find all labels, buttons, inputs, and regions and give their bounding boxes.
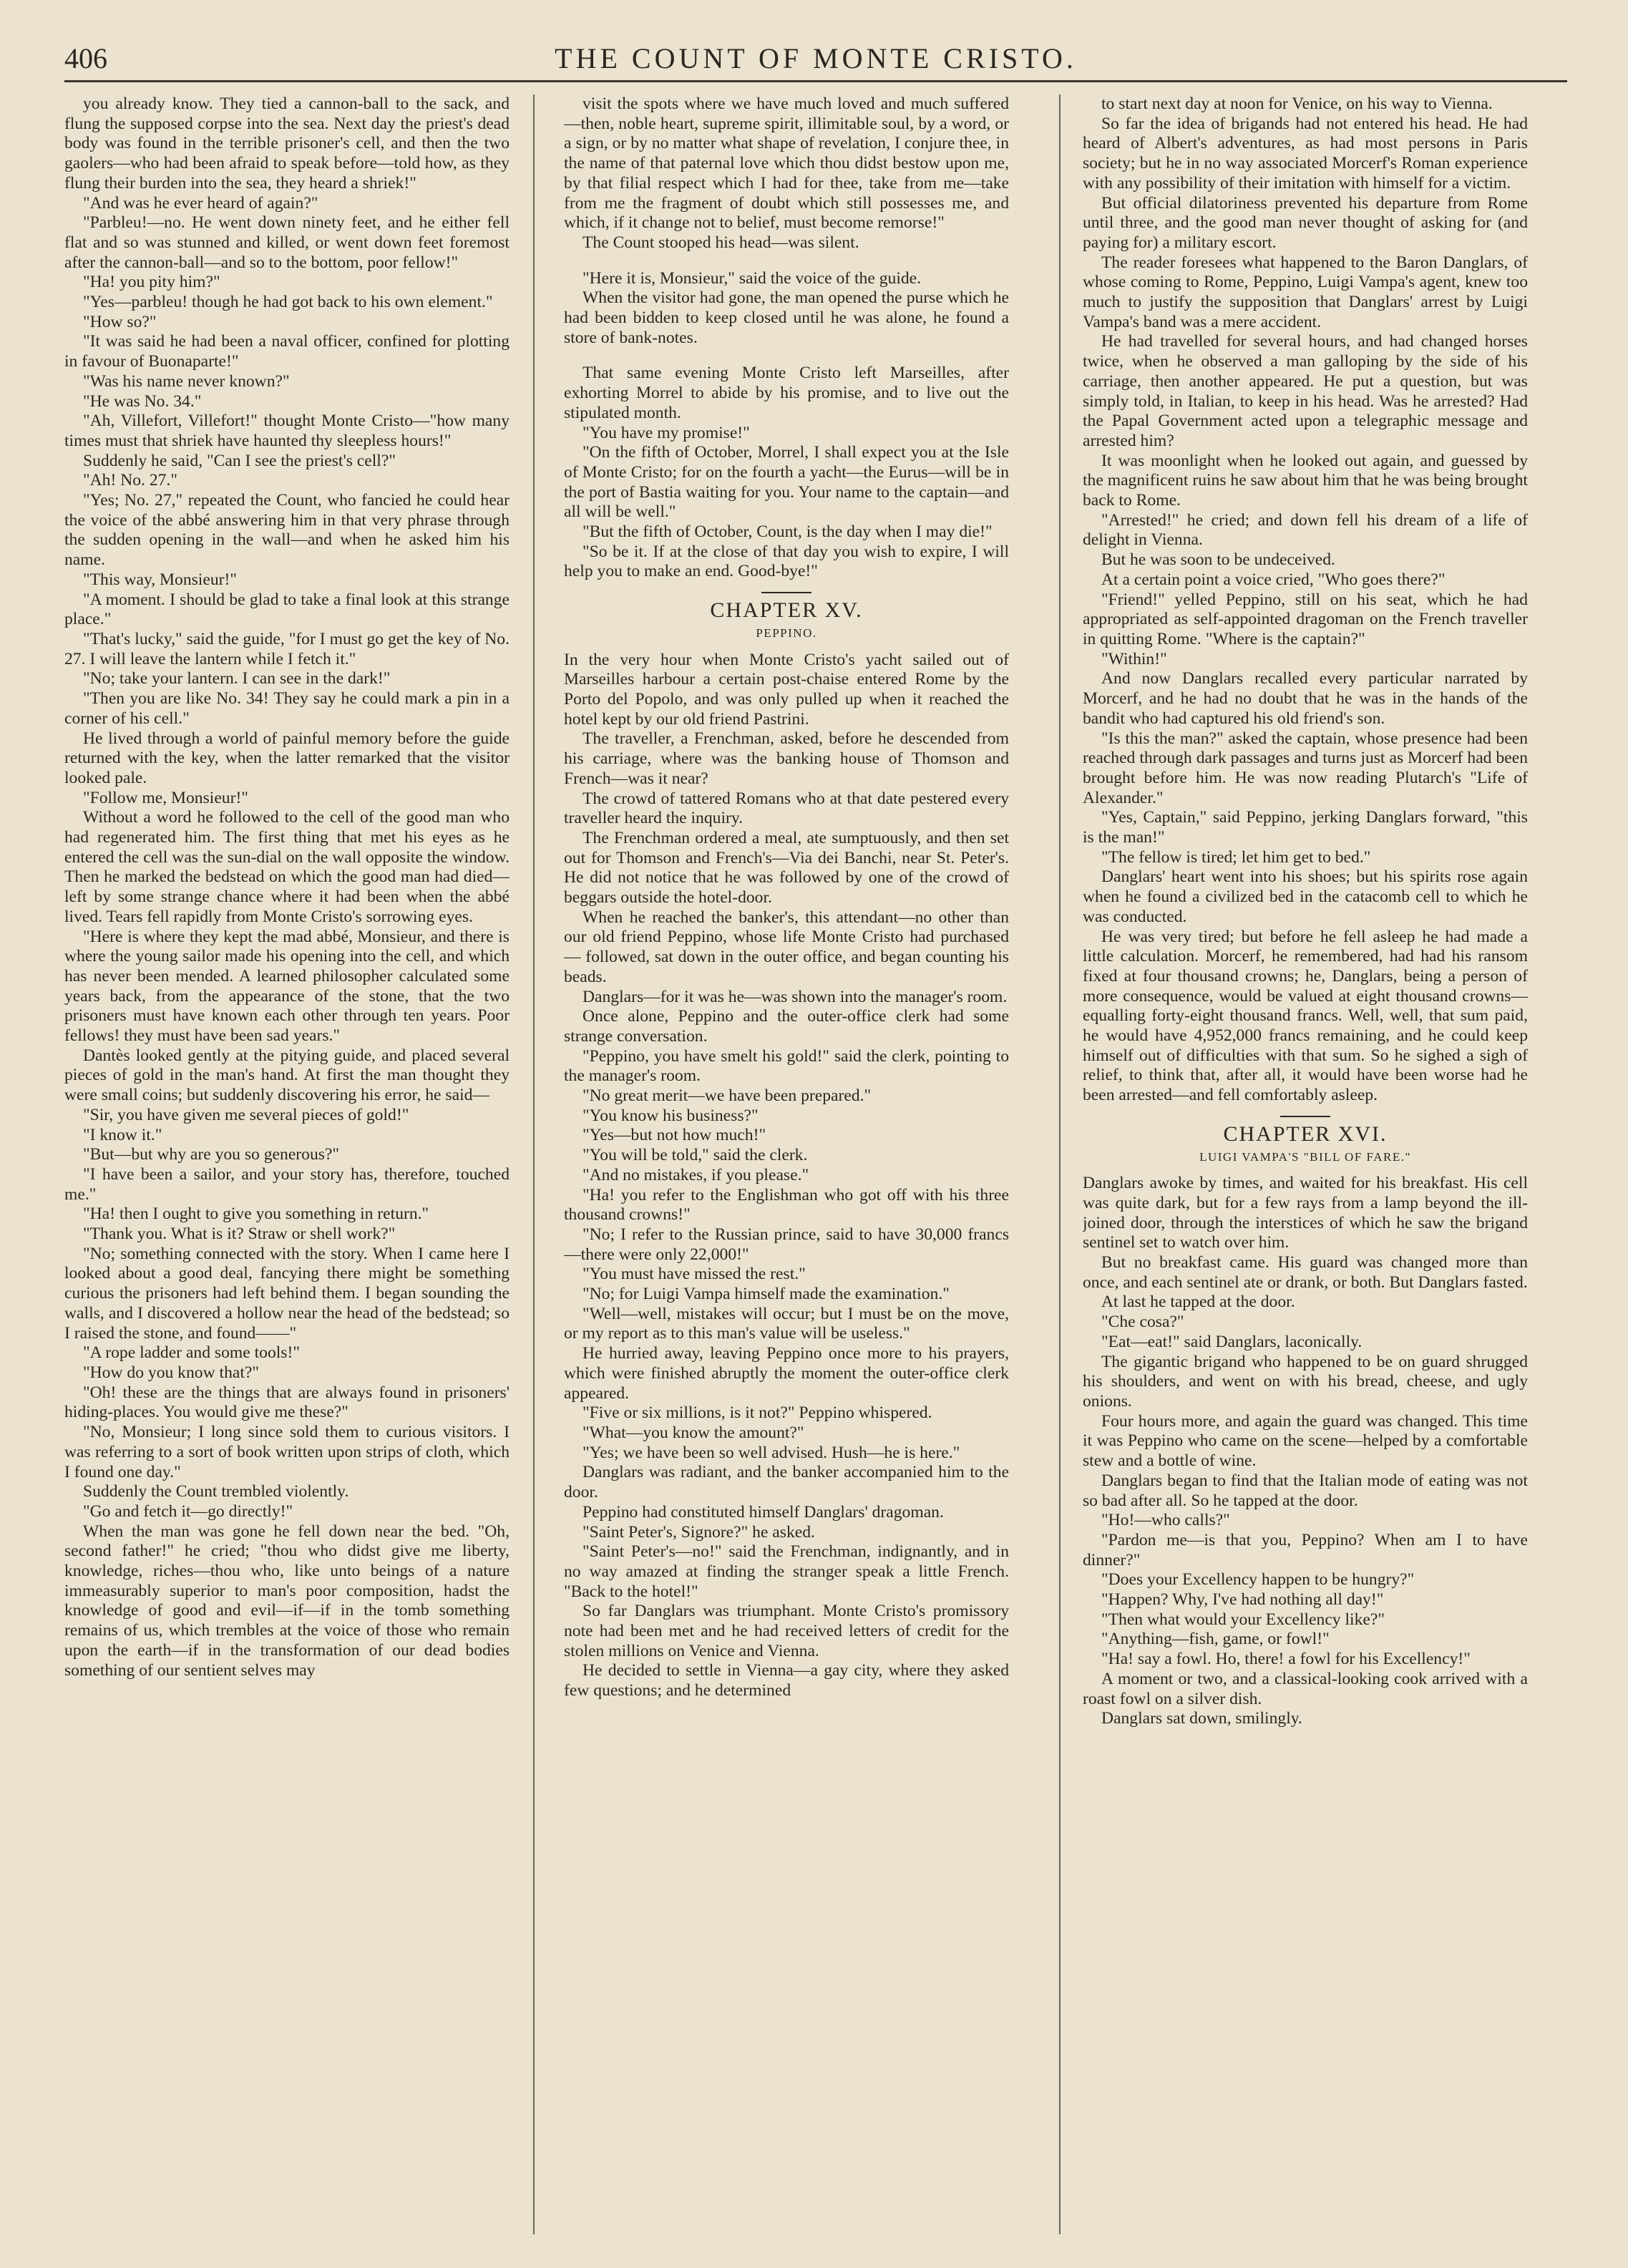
chapter-16-subtitle: LUIGI VAMPA'S "BILL OF FARE." xyxy=(1199,1149,1411,1164)
paragraph: visit the spots where we have much loved and much suffered—then, noble heart, supreme spirit, illimitable soul, by a word, or a sign, or by no matter what shape of revelation, I conjure thee, in the name of that paternal love which thou didst bestow upon me, by that filial respect which I had for thee, take from me—take from me the fragment of doubt which still possesses me, and which, if it change not to belief, must become remorse!" xyxy=(564,94,1009,233)
paragraph: "What—you know the amount?" xyxy=(583,1423,804,1442)
paragraph: "How so?" xyxy=(83,312,157,331)
paragraph: "Within!" xyxy=(1101,649,1167,668)
paragraph: "You must have missed the rest." xyxy=(583,1265,806,1284)
paragraph: The traveller, a Frenchman, asked, before he descended from his carriage, where was the banking house of Thomson and French—was it near? xyxy=(564,729,1009,788)
paragraph: Dantès looked gently at the pitying guide, and placed several pieces of gold in the man's hand. At first the man thought they were small coins; but suddenly discovering his error, he said— xyxy=(64,1046,510,1105)
paragraph: "Eat—eat!" said Danglars, laconically. xyxy=(1101,1332,1363,1351)
paragraph: So far Danglars was triumphant. Monte Cristo's promissory note had been met and he had received letters of credit for the stolen millions on Venice and Vienna. xyxy=(564,1602,1009,1660)
paragraph: He lived through a world of painful memory before the guide returned with the key, when the latter remarked that the visitor looked pale. xyxy=(64,729,510,787)
paragraph: "A rope ladder and some tools!" xyxy=(83,1343,300,1363)
paragraph: "How do you know that?" xyxy=(83,1363,259,1382)
paragraph: "Oh! these are the things that are always found in prisoners' hiding-places. You would give me these?" xyxy=(64,1383,510,1422)
paragraph: He decided to settle in Vienna—a gay city, where they asked few questions; and he determined xyxy=(564,1661,1009,1700)
paragraph: "A moment. I should be glad to take a final look at this strange place." xyxy=(64,590,510,629)
paragraph: He hurried away, leaving Peppino once more to his prayers, which were finished abruptly the moment the outer-office clerk appeared. xyxy=(564,1344,1009,1403)
paragraph: "Thank you. What is it? Straw or shell work?" xyxy=(83,1225,396,1244)
paragraph: "Saint Peter's, Signore?" he asked. xyxy=(583,1522,815,1542)
paragraph: So far the idea of brigands had not entered his head. He had heard of Albert's adventures, as had most persons in Paris society; but he in no way associated Morcerf's Roman experience with any possibility of their imitation with himself for a victim. xyxy=(1083,114,1528,193)
paragraph: "Friend!" yelled Peppino, still on his seat, which he had appropriated as self-appointed dragoman on the French traveller in quitting Rome. "Where is the captain?" xyxy=(1083,590,1528,648)
paragraph: "Here it is, Monsieur," said the voice of the guide. xyxy=(583,268,922,288)
paragraph: "No; for Luigi Vampa himself made the examination." xyxy=(583,1285,950,1304)
paragraph: Four hours more, and again the guard was changed. This time it was Peppino who came on the scene—helped by a comfortable stew and a bottle of wine. xyxy=(1083,1411,1528,1471)
paragraph: When the visitor had gone, the man opened the purse which he had been bidden to keep closed until he was alone, he found a store of bank-notes. xyxy=(564,288,1009,347)
paragraph: "Pardon me—is that you, Peppino? When am I to have dinner?" xyxy=(1083,1530,1528,1569)
paragraph: The Frenchman ordered a meal, ate sumptuously, and then set out for Thomson and French's—Via dei Banchi, near St. Peter's. He did not notice that he was followed by one of the crowd of beggars outside the hotel-door. xyxy=(564,828,1009,907)
column-divider xyxy=(533,94,535,2234)
chapter-15-title: CHAPTER XV. xyxy=(710,598,863,623)
paragraph: "It was said he had been a naval officer, confined for plotting in favour of Buonaparte!" xyxy=(64,332,510,371)
paragraph: "No; take your lantern. I can see in the dark!" xyxy=(83,669,391,688)
paragraph: "Yes—but not how much!" xyxy=(583,1126,766,1145)
paragraph: "Is this the man?" asked the captain, whose presence had been reached through dark passages and turns just as Morcerf had been brought before him. He was now reading Plutarch's "Life of Alexander." xyxy=(1083,729,1528,807)
chapter-16-title: CHAPTER XVI. xyxy=(1223,1121,1388,1146)
chapter-rule xyxy=(1280,1116,1330,1117)
paragraph: Suddenly he said, "Can I see the priest's cell?" xyxy=(83,451,396,470)
paragraph: you already know. They tied a cannon-ball to the sack, and flung the supposed corpse into the sea. Next day the priest's dead body was found in the terrible prisoner's cell, and then the two gaolers—who had been afraid to speak before—told how, as they flung their burden into the sea, they heard a shriek!" xyxy=(64,94,510,193)
paragraph: "Yes, Captain," said Peppino, jerking Danglars forward, "this is the man!" xyxy=(1083,808,1528,847)
paragraph: "That's lucky," said the guide, "for I must go get the key of No. 27. I will leave the lantern while I fetch it." xyxy=(64,629,510,668)
paragraph: At a certain point a voice cried, "Who goes there?" xyxy=(1101,570,1446,589)
paragraph: Peppino had constituted himself Danglars' dragoman. xyxy=(583,1502,944,1522)
paragraph: "Happen? Why, I've had nothing all day!" xyxy=(1101,1590,1384,1610)
paragraph: "But—but why are you so generous?" xyxy=(83,1145,340,1164)
paragraph: "Then what would your Excellency like?" xyxy=(1101,1610,1385,1629)
paragraph: But official dilatoriness prevented his departure from Rome until three, and the good man never thought of asking for (and paying for) a military escort. xyxy=(1083,193,1528,252)
paragraph: "Was his name never known?" xyxy=(83,371,290,391)
paragraph: Danglars sat down, smilingly. xyxy=(1101,1709,1302,1728)
paragraph: The crowd of tattered Romans who at that date pestered every traveller heard the inquiry. xyxy=(564,789,1009,828)
paragraph-group xyxy=(564,94,1009,253)
paragraph: "Parbleu!—no. He went down ninety feet, and he either fell flat and so was stunned and killed, or went down feet foremost after the cannon-ball—and so to the bottom, poor fellow!" xyxy=(64,213,510,272)
paragraph: "No, Monsieur; I long since sold them to curious visitors. I was referring to a sort of book written upon strips of cloth, which I found one day." xyxy=(64,1423,510,1481)
paragraph: "No; something connected with the story. When I came here I looked about a good deal, fancying there might be something curious the prisoners had left behind them. I began sounding the walls, and I discovered a hollow near the head of the bedstead; so I raised the stone, and found——" xyxy=(64,1244,510,1343)
paragraph: "Yes; we have been so well advised. Hush—he is here." xyxy=(583,1443,960,1462)
paragraph: "This way, Monsieur!" xyxy=(83,570,237,589)
paragraph: "Saint Peter's—no!" said the Frenchman, indignantly, and in no way amazed at finding the stranger speak a little French. "Back to the hotel!" xyxy=(564,1542,1009,1601)
section-gap xyxy=(564,348,1009,364)
paragraph: "Yes—parbleu! though he had got back to his own element." xyxy=(83,293,493,312)
paragraph-group xyxy=(564,364,1009,582)
paragraph-group xyxy=(1083,1174,1528,1729)
paragraph: "Sir, you have given me several pieces of gold!" xyxy=(83,1105,409,1124)
paragraph: Suddenly the Count trembled violently. xyxy=(83,1482,349,1502)
page-number: 406 xyxy=(64,42,107,74)
paragraph: "Ha! you refer to the Englishman who got off with his three thousand crowns!" xyxy=(564,1185,1009,1225)
paragraph: "Arrested!" he cried; and down fell his dream of a life of delight in Vienna. xyxy=(1083,510,1528,550)
paragraph: "Follow me, Monsieur!" xyxy=(83,788,248,807)
paragraph: Danglars' heart went into his shoes; but his spirits rose again when he found a civilized bed in the catacomb cell to which he was conducted. xyxy=(1083,867,1528,926)
paragraph: "I know it." xyxy=(83,1125,162,1144)
paragraph: "Che cosa?" xyxy=(1101,1313,1184,1332)
paragraph: "Go and fetch it—go directly!" xyxy=(83,1502,293,1521)
paragraph: "Does your Excellency happen to be hungry?" xyxy=(1101,1570,1415,1590)
paragraph: A moment or two, and a classical-looking cook arrived with a roast fowl on a silver dish. xyxy=(1083,1669,1528,1708)
chapter-15-subtitle: PEPPINO. xyxy=(756,626,817,640)
paragraph: to start next day at noon for Venice, on his way to Vienna. xyxy=(1101,94,1493,113)
paragraph: When the man was gone he fell down near the bed. "Oh, second father!" he cried; "thou who didst give me liberty, knowledge, riches—thou who, like unto beings of a nature immeasurably superior to man's poor composition, hadst the knowledge of good and evil—if—if in the tomb something remains of us, which trembles at the voice of those who remain upon the earth—if in the transformation of our dead bodies something of our sentient selves may xyxy=(64,1522,510,1680)
paragraph: It was moonlight when he looked out again, and guessed by the magnificent ruins he saw about him that he was being brought back to Rome. xyxy=(1083,451,1528,510)
paragraph: The reader foresees what happened to the Baron Danglars, of whose coming to Rome, Peppino, Luigi Vampa's agent, knew too much to justify the supposition that Danglars' arrest by Luigi Vampa's band was a mere accident. xyxy=(1083,253,1528,331)
chapter-rule xyxy=(761,592,811,593)
paragraph-group xyxy=(64,94,510,1680)
paragraph: The gigantic brigand who happened to be on guard shrugged his shoulders, and went on with his bread, cheese, and ugly onions. xyxy=(1083,1352,1528,1411)
paragraph: "On the fifth of October, Morrel, I shall expect you at the Isle of Monte Cristo; for on the fourth a yacht—the Eurus—will be in the port of Bastia waiting for you. Your name to the captain—and all will be well." xyxy=(564,443,1009,522)
page-header xyxy=(64,36,1567,82)
paragraph: "No great merit—we have been prepared." xyxy=(583,1086,872,1106)
paragraph: "The fellow is tired; let him get to bed." xyxy=(1101,847,1371,867)
paragraph: "Five or six millions, is it not?" Peppino whispered. xyxy=(583,1403,932,1423)
paragraph: In the very hour when Monte Cristo's yacht sailed out of Marseilles harbour a certain post-chaise entered Rome by the Porto del Popolo, and was only pulled up when it reached the hotel kept by our old friend Pastrini. xyxy=(564,650,1009,729)
paragraph: "Ha! you pity him?" xyxy=(83,273,220,292)
paragraph: Danglars began to find that the Italian mode of eating was not so bad after all. So he tapped at the door. xyxy=(1083,1471,1528,1510)
column-divider xyxy=(1059,94,1061,2234)
paragraph: "Ha! say a fowl. Ho, there! a fowl for his Excellency!" xyxy=(1101,1650,1471,1669)
paragraph: "Ah! No. 27." xyxy=(83,471,177,490)
paragraph: And now Danglars recalled every particular narrated by Morcerf, and he had no doubt that he was in the hands of the bandit who had captured his old friend's son. xyxy=(1083,669,1528,728)
paragraph: "Here is where they kept the mad abbé, Monsieur, and there is where the young sailor made his opening into the cell, and which has never been mended. A learned philosopher calculated some years back, from the appearance of the stone, that the two prisoners must have known each other through ten years. Poor fellows! they must have been sad years." xyxy=(64,927,510,1046)
paragraph: He was very tired; but before he fell asleep he had made a little calculation. Morcerf, he remembered, had had his ransom fixed at four thousand crowns; he, Danglars, being a person of more consequence, would be valued at eight thousand crowns—equalling forty-eight thousand francs. Well, well, that sum paid, he would have 4,952,000 francs remaining, and he could keep himself out of difficulties with that sum. So he sighed a sigh of relief, to think that, after all, it would have been worse had he been arrested—and fell comfortably asleep. xyxy=(1083,927,1528,1105)
paragraph: "No; I refer to the Russian prince, said to have 30,000 francs—there were only 22,000!" xyxy=(564,1225,1009,1264)
paragraph: "You will be told," said the clerk. xyxy=(583,1146,808,1165)
paragraph: When he reached the banker's, this attendant—no other than our old friend Peppino, whose life Monte Cristo had purchased — followed, sat down in the outer office, and began counting his beads. xyxy=(564,907,1009,986)
paragraph: At last he tapped at the door. xyxy=(1101,1293,1295,1312)
paragraph: "You have my promise!" xyxy=(583,423,750,442)
paragraph: He had travelled for several hours, and had changed horses twice, when he observed a man galloping by the side of his carriage, then another appeared. He put a question, but was simply told, in Italian, to keep in his head. Was he arrested? Had the Papal Government acted upon a telegraphic message and arrested him? xyxy=(1083,332,1528,450)
paragraph: "I have been a sailor, and your story has, therefore, touched me." xyxy=(64,1164,510,1204)
paragraph: "Ah, Villefort, Villefort!" thought Monte Cristo—"how many times must that shriek have haunted thy sleepless hours!" xyxy=(64,412,510,450)
paragraph: "Ha! then I ought to give you something in return." xyxy=(83,1204,429,1224)
paragraph: The Count stooped his head—was silent. xyxy=(583,233,859,252)
paragraph: But he was soon to be undeceived. xyxy=(1101,550,1335,570)
paragraph: Without a word he followed to the cell of the good man who had regenerated him. The first thing that met his eyes as he entered the cell was the sun-dial on the wall opposite the window. Then he marked the bedstead on which the good man had died—left by some strange chance where it had been when the abbé lived. Tears fell rapidly from Monte Cristo's sorrowing eyes. xyxy=(64,808,510,926)
paragraph: "Peppino, you have smelt his gold!" said the clerk, pointing to the manager's room. xyxy=(564,1046,1009,1086)
paragraph: "Then you are like No. 34! They say he could mark a pin in a corner of his cell." xyxy=(64,689,510,728)
text-column-1 xyxy=(64,94,510,2234)
paragraph: "Well—well, mistakes will occur; but I must be on the move, or my report as to this man's value will be useless." xyxy=(564,1304,1009,1343)
paragraph: Once alone, Peppino and the outer-office clerk had some strange conversation. xyxy=(564,1007,1009,1046)
paragraph: "He was No. 34." xyxy=(83,391,202,411)
running-title: THE COUNT OF MONTE CRISTO. xyxy=(555,42,1077,74)
paragraph: "You know his business?" xyxy=(583,1106,759,1125)
paragraph: "And no mistakes, if you please." xyxy=(583,1165,809,1184)
paragraph: But no breakfast came. His guard was changed more than once, and each sentinel ate or drank, or both. But Danglars fasted. xyxy=(1083,1253,1528,1292)
paragraph: "And was he ever heard of again?" xyxy=(83,193,318,213)
text-column-3 xyxy=(1083,94,1528,2234)
paragraph-group xyxy=(564,651,1009,1701)
paragraph-group xyxy=(1083,94,1528,1106)
paragraph: "Yes; No. 27," repeated the Count, who fancied he could hear the voice of the abbé answering him in that very phrase through the sudden opening in the wall—and when he asked him his name. xyxy=(64,491,510,570)
paragraph: "Ho!—who calls?" xyxy=(1101,1511,1230,1530)
paragraph: "But the fifth of October, Count, is the day when I may die!" xyxy=(583,522,993,542)
paragraph: Danglars awoke by times, and waited for his breakfast. His cell was quite dark, but for a few rays from a lamp beyond the ill-joined door, through the interstices of which he saw the brigand sentinel set to watch over him. xyxy=(1083,1174,1528,1252)
paragraph-group xyxy=(564,269,1009,349)
paragraph: "So be it. If at the close of that day you wish to expire, I will help you to make an end. Good-bye!" xyxy=(564,542,1009,581)
paragraph: That same evening Monte Cristo left Marseilles, after exhorting Morrel to abide by his promise, and to live out the stipulated month. xyxy=(564,364,1009,422)
paragraph: Danglars was radiant, and the banker accompanied him to the door. xyxy=(564,1463,1009,1502)
text-column-2 xyxy=(564,94,1009,2234)
paragraph: "Anything—fish, game, or fowl!" xyxy=(1101,1630,1330,1649)
paragraph: Danglars—for it was he—was shown into the manager's room. xyxy=(583,987,1008,1006)
section-gap xyxy=(564,253,1009,269)
